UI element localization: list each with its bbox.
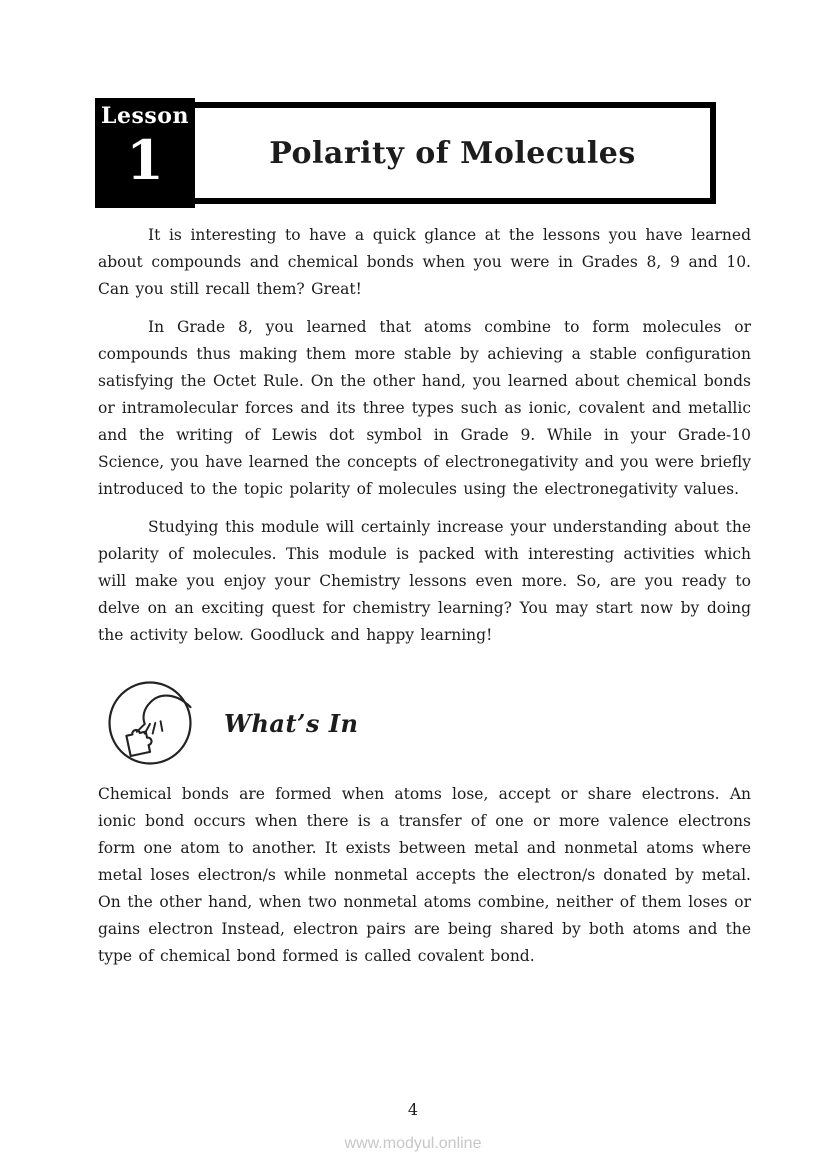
lesson-label: Lesson [101,103,189,129]
lesson-title-box [195,102,716,204]
lesson-header [95,98,716,208]
lesson-title: Polarity of Molecules [269,135,636,171]
watermark: www.modyul.online [344,1135,482,1152]
intro-section [98,222,751,649]
intro-paragraph-2: In Grade 8, you learned that atoms combine to form molecules or compounds thus making them more stable by achieving a stable configuration satisfying the Octet Rule. On the other hand, you learned about chemical bonds or intramolecular forces and its three types such as ionic, covalent and metallic and the writing of Lewis dot symbol in Grade 9. While in your Grade-10 Science, you have learned the concepts of electronegativity and you were briefly introduced to the topic polarity of molecules using the electronegativity values. [98,318,751,498]
page-number: 4 [407,1100,419,1119]
whats-in-paragraph: Chemical bonds are formed when atoms lose, accept or share electrons. An ionic bond occurs when there is a transfer of one or more valence electrons form one atom to another. It exists between metal and nonmetal atoms where metal loses electron/s while nonmetal accepts the electron/s donated by metal. On the other hand, when two nonmetal atoms combine, neither of them loses or gains electron Instead, electron pairs are being shared by both atoms and the type of chemical bond formed is called covalent bond. [98,785,751,965]
whats-in-heading: What’s In [224,708,359,738]
whats-in-section [98,781,751,970]
lesson-number: 1 [126,128,164,192]
whats-in-header [106,679,826,767]
hand-puzzle-icon [106,679,194,767]
lesson-number-box [95,98,195,208]
intro-paragraph-3: Studying this module will certainly increase your understanding about the polarity of molecules. This module is packed with interesting activities which will make you enjoy your Chemistry lessons even more. So, are you ready to delve on an exciting quest for chemistry learning? You may start now by doing the activity below. Goodluck and happy learning! [98,518,751,644]
intro-paragraph-1: It is interesting to have a quick glance at the lessons you have learned about compounds and chemical bonds when you were in Grades 8, 9 and 10. Can you still recall them? Great! [98,226,751,298]
